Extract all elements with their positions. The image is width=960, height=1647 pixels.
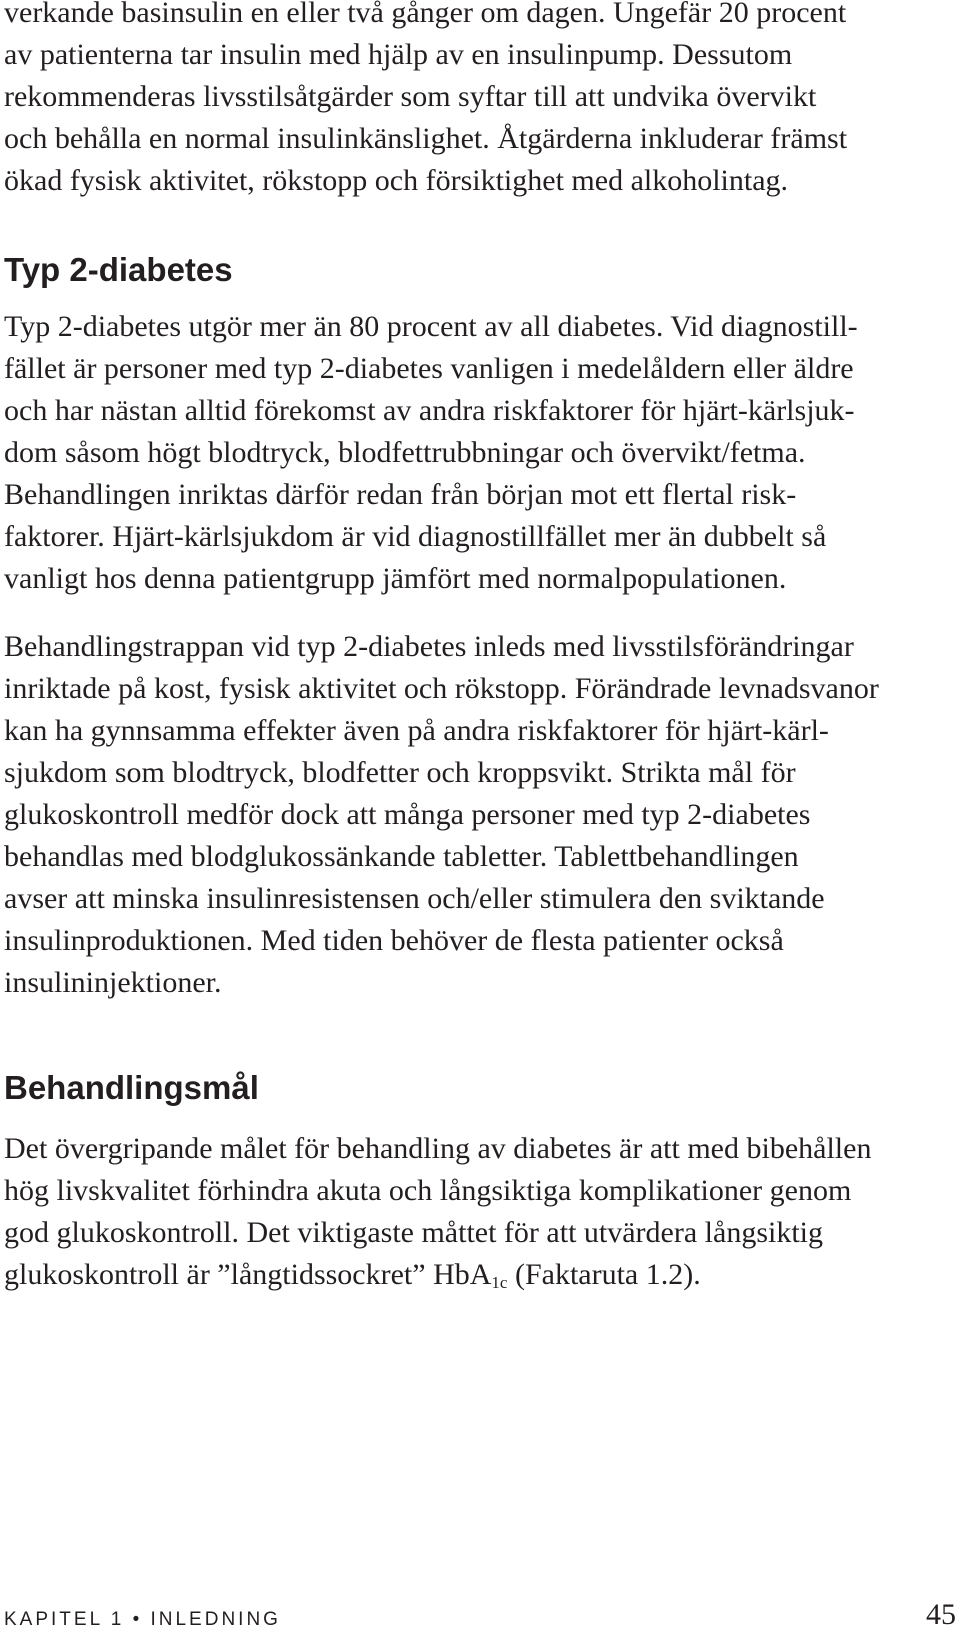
text-line: faktorer. Hjärt-kärlsjukdom är vid diagnostillfället mer än dubbelt så bbox=[4, 520, 827, 553]
text-line: och behålla en normal insulinkänslighet. Åtgärderna inkluderar främst bbox=[4, 122, 848, 155]
text-line: insulinproduktionen. Med tiden behöver de flesta patienter också bbox=[4, 924, 784, 957]
text-line: av patienterna tar insulin med hjälp av en insulinpump. Dessutom bbox=[4, 38, 793, 71]
text-line: dom såsom högt blodtryck, blodfettrubbningar och övervikt/fetma. bbox=[4, 436, 806, 469]
text-line: Behandlingstrappan vid typ 2-diabetes inleds med livsstilsförändringar bbox=[4, 630, 854, 663]
text-line: Det övergripande målet för behandling av diabetes är att med bibehållen bbox=[4, 1132, 872, 1165]
text-line: inriktade på kost, fysisk aktivitet och rökstopp. Förändrade levnadsvanor bbox=[4, 672, 879, 705]
text-fragment: glukoskontroll är ”långtidssockret” HbA bbox=[4, 1258, 492, 1291]
text-line: sjukdom som blodtryck, blodfetter och kroppsvikt. Strikta mål för bbox=[4, 756, 796, 789]
text-line: Behandlingen inriktas därför redan från början mot ett flertal risk- bbox=[4, 478, 797, 511]
hba1c-subscript: 1c bbox=[491, 1273, 508, 1292]
text-line: verkande basinsulin en eller två gånger om dagen. Ungefär 20 procent bbox=[4, 0, 847, 29]
text-line-hba1c bbox=[4, 1254, 701, 1296]
text-line: Typ 2-diabetes utgör mer än 80 procent av all diabetes. Vid diagnostill- bbox=[4, 310, 858, 343]
text-line: insulininjektioner. bbox=[4, 966, 222, 999]
chapter-label: KAPITEL 1 • INLEDNING bbox=[4, 1609, 281, 1630]
text-line: kan ha gynnsamma effekter även på andra riskfaktorer för hjärt-kärl- bbox=[4, 714, 829, 747]
text-line: avser att minska insulinresistensen och/eller stimulera den sviktande bbox=[4, 882, 825, 915]
section-heading-behandlingsmal: Behandlingsmål bbox=[4, 1069, 259, 1106]
text-line: god glukoskontroll. Det viktigaste måttet för att utvärdera långsiktig bbox=[4, 1216, 823, 1249]
text-line: fället är personer med typ 2-diabetes vanligen i medelåldern eller äldre bbox=[4, 352, 854, 385]
text-line: rekommenderas livsstilsåtgärder som syftar till att undvika övervikt bbox=[4, 80, 817, 113]
text-line: vanligt hos denna patientgrupp jämfört med normalpopulationen. bbox=[4, 562, 787, 595]
text-line: och har nästan alltid förekomst av andra riskfaktorer för hjärt-kärlsjuk- bbox=[4, 394, 855, 427]
section-heading-typ2: Typ 2-diabetes bbox=[4, 251, 233, 288]
text-line: ökad fysisk aktivitet, rökstopp och försiktighet med alkoholintag. bbox=[4, 164, 789, 197]
text-fragment: (Faktaruta 1.2). bbox=[507, 1258, 701, 1291]
page-number: 45 bbox=[926, 1598, 956, 1631]
text-line: hög livskvalitet förhindra akuta och långsiktiga komplikationer genom bbox=[4, 1174, 852, 1207]
text-line: behandlas med blodglukossänkande tabletter. Tablettbehandlingen bbox=[4, 840, 799, 873]
text-line: glukoskontroll medför dock att många personer med typ 2-diabetes bbox=[4, 798, 811, 831]
